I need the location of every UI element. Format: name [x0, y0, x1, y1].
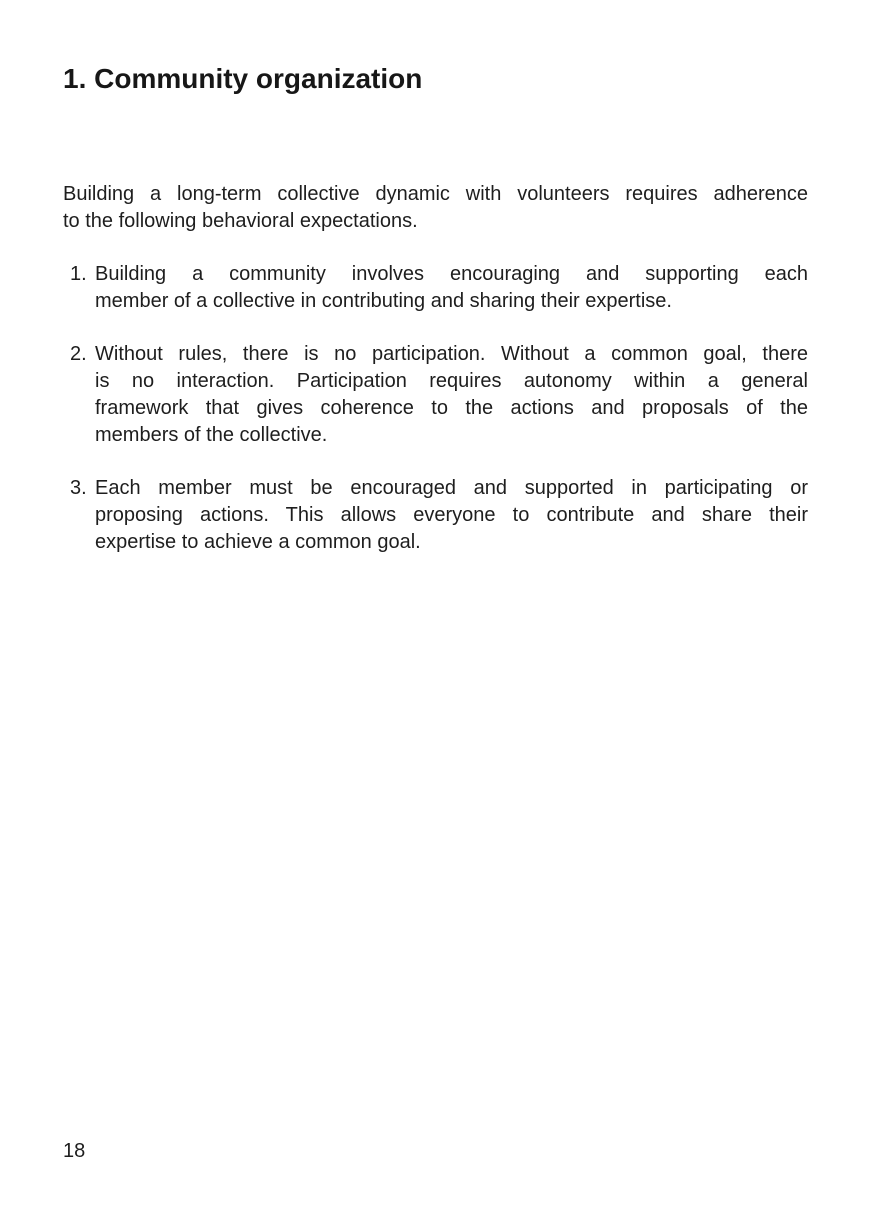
list-item-number: 2. [70, 343, 87, 365]
list-item [70, 341, 808, 449]
text-line: Each member must be encouraged and supported in participating or [95, 477, 808, 499]
list-item-text [95, 475, 808, 556]
text-line: members of the collective. [95, 424, 328, 446]
page-content [0, 0, 871, 556]
text-line: to the following behavioral expectations. [63, 210, 418, 232]
text-line: framework that gives coherence to the actions and proposals of the [95, 397, 808, 419]
behavioral-expectations-list [63, 261, 808, 556]
text-line: expertise to achieve a common goal. [95, 531, 421, 553]
list-item [70, 475, 808, 556]
text-line: Without rules, there is no participation. Without a common goal, there [95, 343, 808, 365]
list-item-number: 1. [70, 263, 87, 285]
page-number: 18 [63, 1140, 86, 1162]
list-item-text [95, 341, 808, 449]
list-item-text [95, 261, 808, 315]
text-line: member of a collective in contributing and sharing their expertise. [95, 290, 672, 312]
list-item-number: 3. [70, 477, 87, 499]
intro-paragraph [63, 181, 808, 235]
text-line: Building a long-term collective dynamic with volunteers requires adherence [63, 183, 808, 205]
list-item [70, 261, 808, 315]
text-line: proposing actions. This allows everyone to contribute and share their [95, 504, 808, 526]
text-line: is no interaction. Participation requires autonomy within a general [95, 370, 808, 392]
text-line: Building a community involves encouraging and supporting each [95, 263, 808, 285]
section-heading: 1. Community organization [63, 63, 423, 94]
